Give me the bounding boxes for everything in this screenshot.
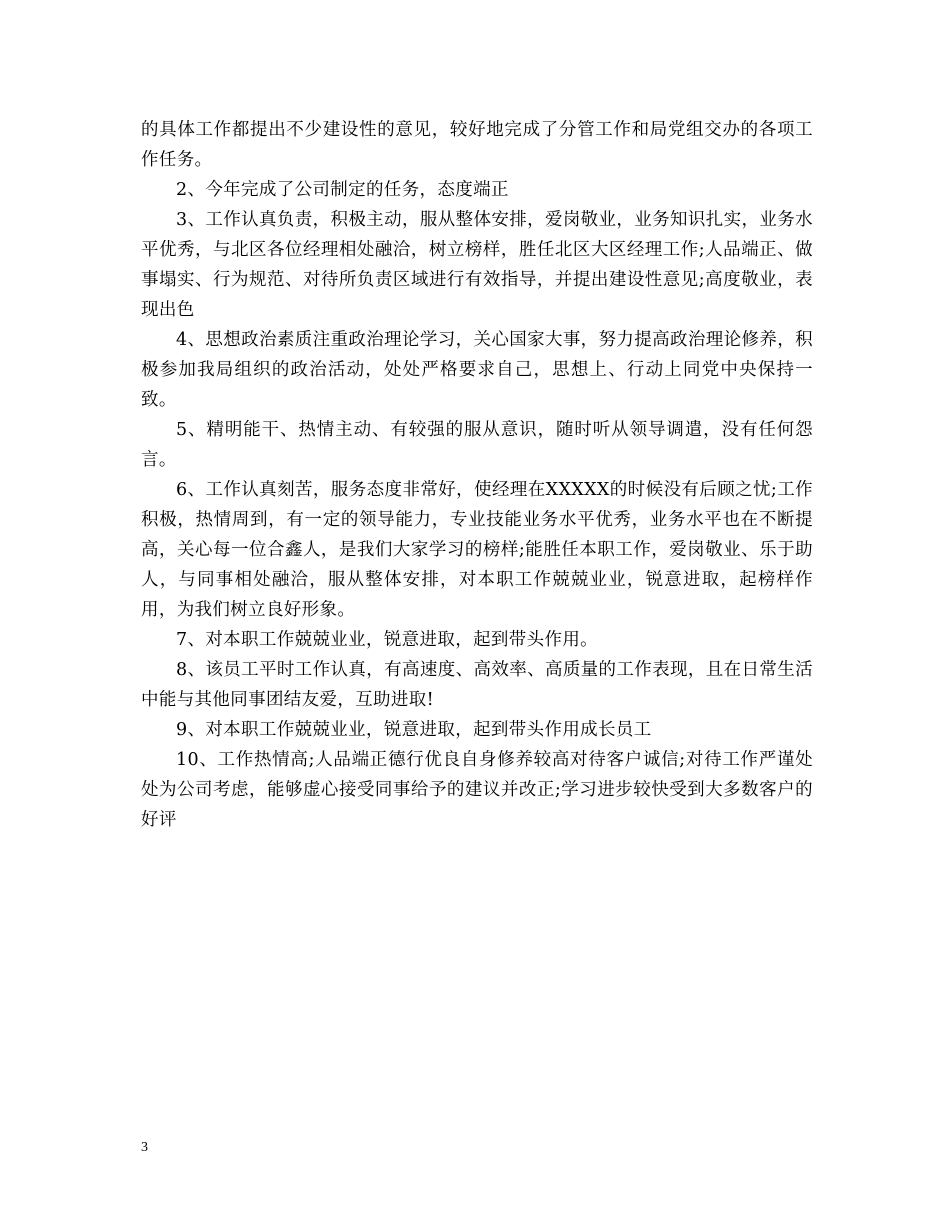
paragraph-3: 3、工作认真负责，积极主动，服从整体安排，爱岗敬业，业务知识扎实，业务水平优秀，与北区各位经理相处融洽，树立榜样，胜任北区大区经理工作;人品端正、做事塌实、行为规范、对待所负责区域进行有效指导，并提出建设性意见;高度敬业，表现出色 <box>141 210 813 320</box>
page-number: 3 <box>141 1140 148 1155</box>
paragraph-8: 8、该员工平时工作认真，有高速度、高效率、高质量的工作表现，且在日常生活中能与其他同事团结友爱，互助进取! <box>141 660 813 710</box>
paragraph-6: 6、工作认真刻苦，服务态度非常好，使经理在XXXXX的时候没有后顾之忧;工作积极，热情周到，有一定的领导能力，专业技能业务水平优秀，业务水平也在不断提高，关心每一位合鑫人，是我们大家学习的榜样;能胜任本职工作，爱岗敬业、乐于助人，与同事相处融洽，服从整体安排，对本职工作兢兢业业，锐意进取，起榜样作用，为我们树立良好形象。 <box>141 480 813 620</box>
paragraph-2: 2、今年完成了公司制定的任务，态度端正 <box>176 180 509 200</box>
paragraph-7: 7、对本职工作兢兢业业，锐意进取，起到带头作用。 <box>176 630 599 650</box>
paragraph-10: 10、工作热情高;人品端正德行优良自身修养较高对待客户诚信;对待工作严谨处处为公司考虑，能够虚心接受同事给予的建议并改正;学习进步较快受到大多数客户的好评 <box>141 750 813 830</box>
paragraph-9: 9、对本职工作兢兢业业，锐意进取，起到带头作用成长员工 <box>176 720 652 740</box>
document-body <box>141 115 813 835</box>
paragraph-1: 的具体工作都提出不少建设性的意见，较好地完成了分管工作和局党组交办的各项工作任务。 <box>141 120 813 170</box>
paragraph-5: 5、精明能干、热情主动、有较强的服从意识，随时听从领导调遣，没有任何怨言。 <box>141 420 813 470</box>
paragraph-4: 4、思想政治素质注重政治理论学习，关心国家大事，努力提高政治理论修养，积极参加我局组织的政治活动，处处严格要求自己，思想上、行动上同党中央保持一致。 <box>141 330 813 410</box>
